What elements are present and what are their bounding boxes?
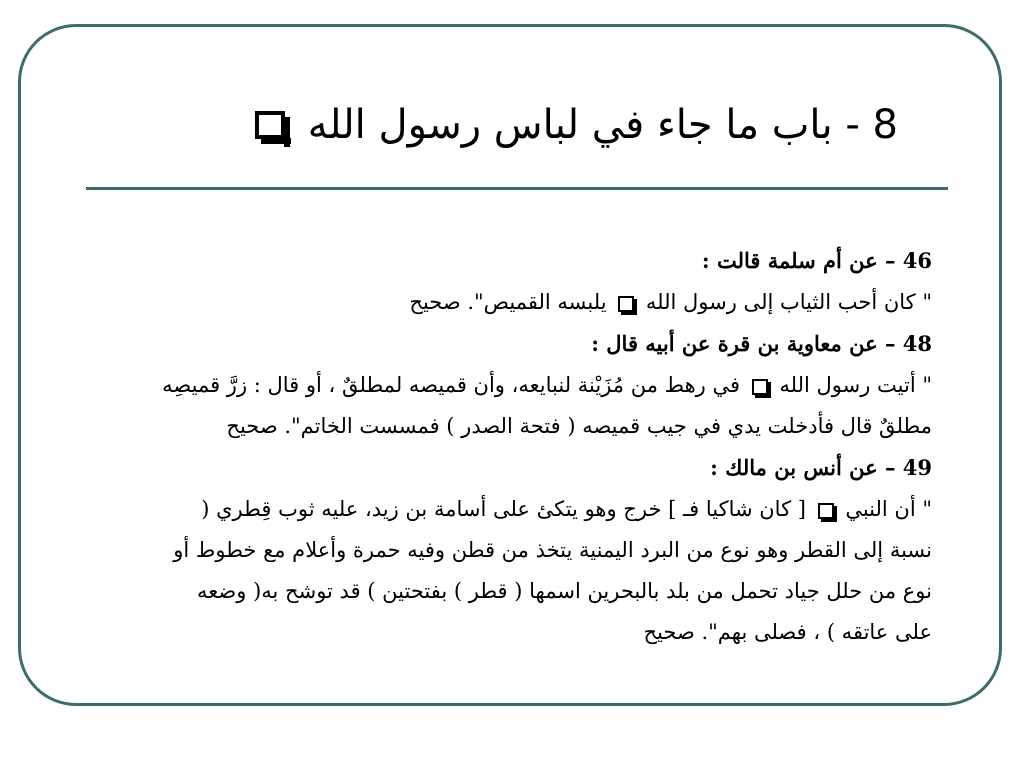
hadith-46-heading: 46 – عن أم سلمة قالت : — [701, 248, 932, 273]
hadith-49-text-line-1: " أن النبي [ كان شاكيا فـ ] خرج وهو يتكئ على أسامة بن زيد، عليه ثوب قِطري ( — [201, 497, 932, 521]
salla-allah-symbol-icon — [818, 503, 834, 519]
title-text: 8 - باب ما جاء في لباس رسول الله — [307, 102, 898, 148]
title-divider — [86, 187, 948, 190]
hadith-48-text-line-2: مطلقٌ قال فأدخلت يدي في جيب قميصه ( فتحة الصدر ) فمسست الخاتم". صحيح — [226, 414, 932, 438]
hadith-body — [120, 240, 932, 653]
hadith-49-heading: 49 – عن أنس بن مالك : — [710, 455, 932, 480]
hadith-46-text: " كان أحب الثياب إلى رسول الله يلبسه القميص". صحيح — [409, 290, 932, 314]
hadith-48-heading: 48 – عن معاوية بن قرة عن أبيه قال : — [591, 331, 932, 356]
slide-title — [138, 100, 898, 170]
salla-allah-symbol-icon — [255, 111, 285, 139]
hadith-49-text-line-3: نوع من حلل جياد تحمل من بلد بالبحرين اسمها ( قطر ) بفتحتين ) قد توشح به( وضعه — [197, 579, 932, 603]
hadith-49-text-line-2: نسبة إلى القطر وهو نوع من البرد اليمنية يتخذ من قطن وفيه حمرة وأعلام مع خطوط أو — [173, 538, 932, 562]
salla-allah-symbol-icon — [752, 379, 768, 395]
hadith-49-text-line-4: على عاتقه ) ، فصلى بهم". صحيح — [643, 620, 932, 644]
hadith-48-text-line-1: " أتيت رسول الله في رهط من مُزَيْنة لنبايعه، وأن قميصه لمطلقٌ ، أو قال : زرَّ قميصِه — [162, 373, 932, 397]
salla-allah-symbol-icon — [618, 296, 634, 312]
